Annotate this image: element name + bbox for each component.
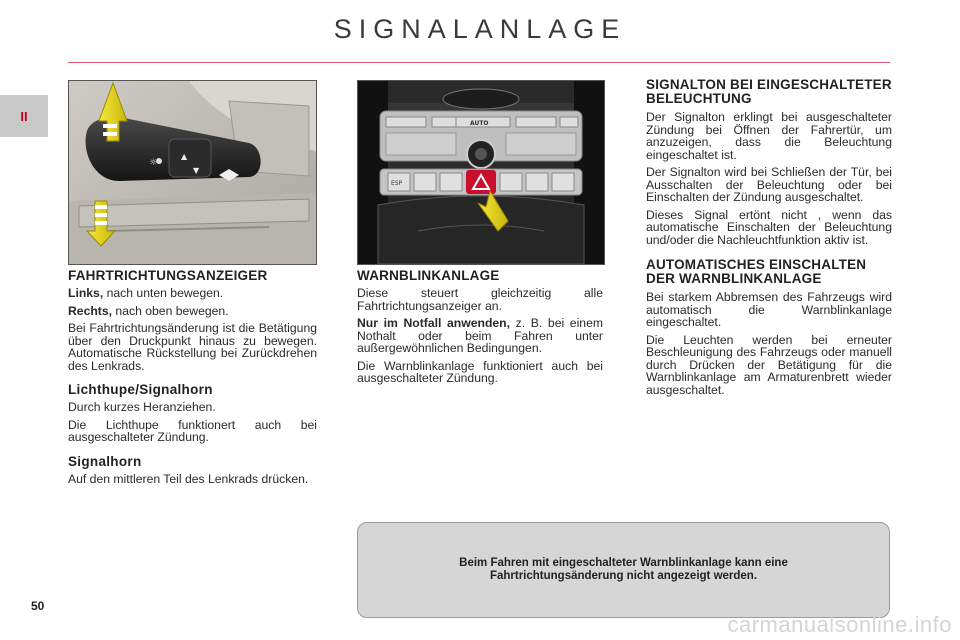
turn-signals-section [68,268,317,490]
hazard-warning-section [357,268,603,390]
hazard-warning-p1: Diese steuert gleichzeitig alle Fahrtrichtungsanzeiger an. [357,286,603,313]
watermark: carmanualsonline.info [727,612,952,637]
left-instruction: Links, nach unten bewegen. [68,286,224,300]
svg-text:☼: ☼ [149,158,158,168]
headlamp-flash-heading: Lichthupe/Signalhorn [68,382,213,397]
hazard-warning-p3: Die Warnblinkanlage funktioniert auch bei ausgeschalteter Zündung. [357,358,603,385]
horn-heading: Signalhorn [68,453,142,469]
headlamp-flash-p1: Durch kurzes Heranziehen. [68,400,216,414]
auto-hazard-heading: AUTOMATISCHES EINSCHALTEN DER WARNBLINKANLAGE [646,257,867,286]
hazard-warning-p2: Nur im Notfall anwenden, z. B. bei einem Nothalt oder beim Fahren unter außergewöhnlichen Bedingungen. [357,316,604,355]
title-divider [68,62,890,63]
svg-text:▲: ▲ [181,152,188,161]
lights-on-warning-heading: SIGNALTON BEI EINGESCHALTETER BELEUCHTUNG [646,77,892,106]
indicator-stalk-photo [68,80,317,265]
notice-box [357,522,890,618]
chapter-tab: II [0,95,48,137]
console-auto-label: AUTO [470,120,489,127]
lighting-signal-section [646,78,892,401]
turn-signals-heading: FAHRTRICHTUNGSANZEIGER [68,268,268,283]
turn-signals-body: Bei Fahrtrichtungsänderung ist die Betätigung über den Druckpunkt hinaus zu bewegen. Automatische Rückstellung bei Zurückdrehen des Lenkrads. [68,321,317,373]
page-title: SIGNALANLAGE [333,14,627,44]
svg-text:▼: ▼ [193,166,200,175]
lights-on-warning-p3: Dieses Signal ertönt nicht , wenn das automatische Einschalten der Beleuchtung und/oder die Nachleuchtfunktion aktiv ist. [646,207,892,247]
hazard-warning-heading: WARNBLINKANLAGE [357,268,500,283]
right-instruction: Rechts, nach oben bewegen. [68,303,229,318]
lights-on-warning-p1: Der Signalton erklingt bei ausgeschalteter Zündung bei Öffnen der Fahrertür, um anzuzeigen, dass die Beleuchtung eingeschaltet ist. [646,110,892,162]
horn-p1: Auf den mittleren Teil des Lenkrads drücken. [68,471,309,486]
headlamp-flash-p2: Die Lichthupe funktionert auch bei ausgeschalteter Zündung. [68,417,317,444]
lights-on-warning-p2: Der Signalton wird bei Schließen der Tür, bei Ausschalten der Beleuchtung oder bei Einschalten der Zündung ausgeschaltet. [646,165,892,204]
hazard-console-photo [357,80,605,265]
console-esp-label: ESP [391,180,403,187]
page-number: 50 [31,599,45,613]
auto-hazard-p2: Die Leuchten werden bei erneuter Beschleunigung des Fahrzeugs oder manuell durch Drücken der Betätigung für die Warnblinkanlage am Armaturenbrett wieder ausgeschaltet. [646,332,892,397]
notice-text: Beim Fahren mit eingeschalteter Warnblinkanlage kann eine Fahrtrichtungsänderung nicht angezeigt werden. [459,557,788,582]
auto-hazard-p1: Bei starkem Abbremsen des Fahrzeugs wird automatisch die Warnblinkanlage eingeschaltet. [646,290,892,329]
